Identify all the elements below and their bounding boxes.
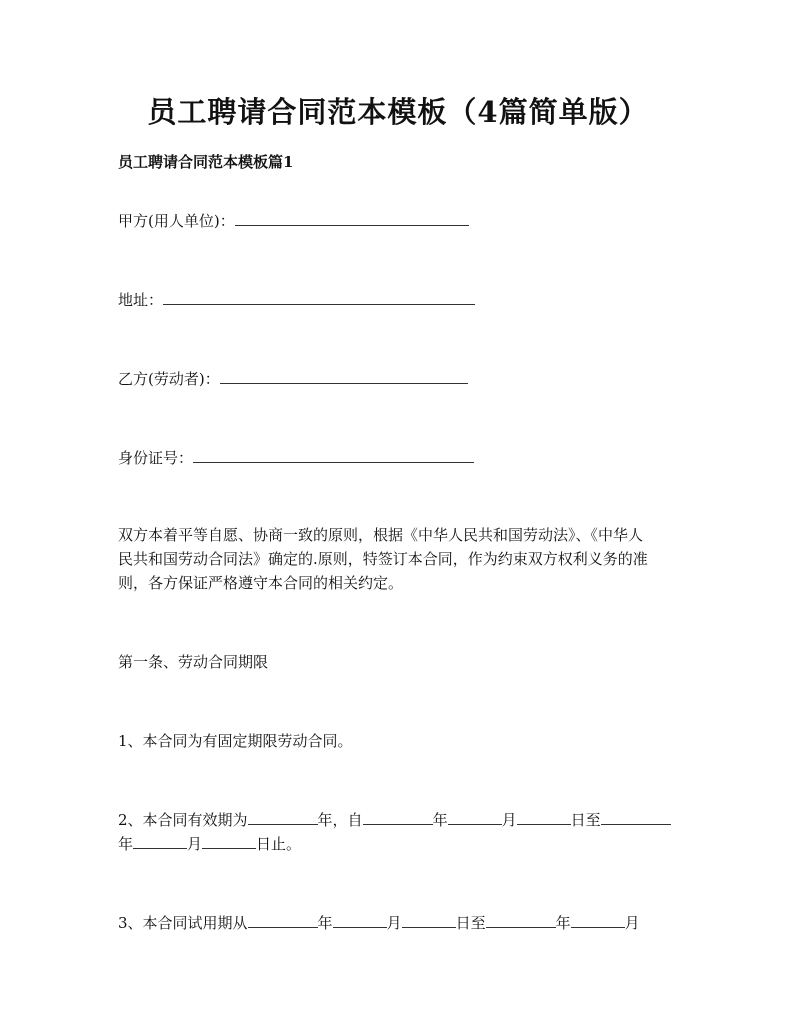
end-day-blank — [202, 834, 256, 849]
end-month-blank — [133, 834, 187, 849]
term-years-blank — [248, 810, 318, 825]
party-a-label: 甲方(用人单位)： — [118, 212, 235, 230]
address-blank — [163, 290, 475, 305]
start-year-blank — [363, 810, 433, 825]
clause-3-text: 3、本合同试用期从 — [118, 914, 248, 932]
clause-2-line-1 — [118, 809, 671, 830]
clause-2-line-2 — [118, 833, 301, 854]
start-month-blank — [448, 810, 502, 825]
clause-2-text: 年 — [432, 811, 448, 829]
preamble-line-3: 则，各方保证严格遵守本合同的相关约定。 — [118, 574, 404, 592]
clause-3-line-1 — [118, 912, 640, 933]
clause-3-text: 日至 — [455, 914, 486, 932]
clause-2-text: 月 — [501, 811, 517, 829]
clause-3-text: 年 — [555, 914, 571, 932]
clause-2-text: 年，自 — [317, 811, 363, 829]
party-a-field — [118, 210, 469, 231]
address-field — [118, 289, 475, 310]
party-b-field — [118, 368, 468, 389]
clause-2-text: 日止。 — [256, 835, 302, 853]
id-number-label: 身份证号： — [118, 449, 194, 467]
section-heading: 员工聘请合同范本模板篇1 — [118, 153, 294, 171]
start-day-blank — [517, 810, 571, 825]
clause-1: 1、本合同为有固定期限劳动合同。 — [118, 732, 353, 750]
trial-start-year-blank — [248, 913, 318, 928]
preamble-paragraph — [118, 523, 688, 595]
id-number-blank — [193, 448, 474, 463]
end-year-blank — [601, 810, 671, 825]
trial-end-year-blank — [486, 913, 556, 928]
party-b-blank — [220, 369, 468, 384]
address-label: 地址： — [118, 291, 164, 309]
clause-2-text: 年 — [118, 835, 134, 853]
clause-2-text: 月 — [187, 835, 203, 853]
clause-3-text: 年 — [317, 914, 333, 932]
party-b-label: 乙方(劳动者)： — [118, 370, 220, 388]
clause-2-text: 日至 — [570, 811, 601, 829]
preamble-line-2: 民共和国劳动合同法》确定的.原则，特签订本合同，作为约束双方权利义务的准 — [118, 550, 648, 568]
trial-start-month-blank — [333, 913, 387, 928]
clause-2-text: 2、本合同有效期为 — [118, 811, 248, 829]
id-number-field — [118, 447, 474, 468]
trial-end-month-blank — [571, 913, 625, 928]
document-title: 员工聘请合同范本模板（4篇简单版） — [147, 95, 649, 129]
clause-3-text: 月 — [624, 914, 640, 932]
preamble-line-1: 双方本着平等自愿、协商一致的原则，根据《中华人民共和国劳动法》、《中华人 — [118, 526, 644, 544]
clause-3-text: 月 — [386, 914, 402, 932]
trial-start-day-blank — [402, 913, 456, 928]
party-a-blank — [235, 211, 469, 226]
article-1-heading: 第一条、劳动合同期限 — [118, 653, 269, 671]
